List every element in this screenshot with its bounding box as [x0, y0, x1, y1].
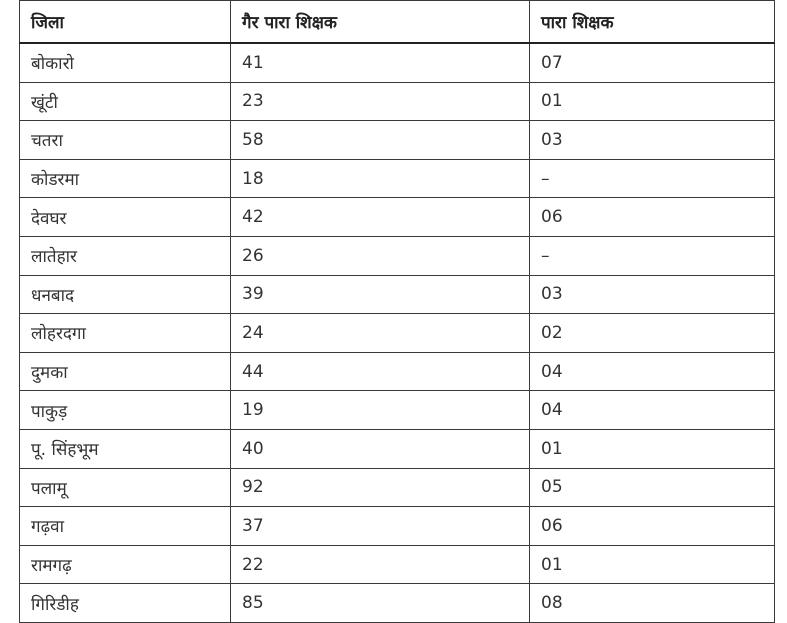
table-row: [20, 584, 775, 623]
non-para-count-cell: 19: [231, 391, 530, 430]
para-count-cell: 01: [530, 429, 775, 468]
non-para-count-cell: 92: [231, 468, 530, 507]
para-count-cell: –: [530, 236, 775, 275]
table-row: [20, 468, 775, 507]
district-cell: पलामू: [20, 468, 231, 507]
non-para-count-cell: 42: [231, 198, 530, 237]
header-district: जिला: [20, 1, 231, 44]
para-count-cell: 06: [530, 507, 775, 546]
table-row: [20, 43, 775, 82]
non-para-count-cell: 44: [231, 352, 530, 391]
para-count-cell: 02: [530, 314, 775, 353]
table-row: [20, 82, 775, 121]
table-row: [20, 545, 775, 584]
non-para-count-cell: 37: [231, 507, 530, 546]
district-cell: कोडरमा: [20, 159, 231, 198]
para-count-cell: 03: [530, 121, 775, 160]
district-cell: खूंटी: [20, 82, 231, 121]
district-cell: धनबाद: [20, 275, 231, 314]
para-count-cell: 05: [530, 468, 775, 507]
district-cell: लातेहार: [20, 236, 231, 275]
table-row: [20, 236, 775, 275]
non-para-count-cell: 41: [231, 43, 530, 82]
non-para-count-cell: 18: [231, 159, 530, 198]
non-para-count-cell: 23: [231, 82, 530, 121]
district-cell: देवघर: [20, 198, 231, 237]
non-para-count-cell: 24: [231, 314, 530, 353]
para-count-cell: 04: [530, 391, 775, 430]
table-row: [20, 121, 775, 160]
table-row: [20, 352, 775, 391]
non-para-count-cell: 58: [231, 121, 530, 160]
para-count-cell: 07: [530, 43, 775, 82]
table-row: [20, 159, 775, 198]
district-cell: लोहरदगा: [20, 314, 231, 353]
para-count-cell: 01: [530, 82, 775, 121]
header-non-para-teachers: गैर पारा शिक्षक: [231, 1, 530, 44]
table-row: [20, 198, 775, 237]
para-count-cell: 04: [530, 352, 775, 391]
district-cell: रामगढ़: [20, 545, 231, 584]
table-row: [20, 275, 775, 314]
district-cell: बोकारो: [20, 43, 231, 82]
non-para-count-cell: 85: [231, 584, 530, 623]
non-para-count-cell: 22: [231, 545, 530, 584]
district-teacher-table: [19, 0, 775, 623]
para-count-cell: 08: [530, 584, 775, 623]
table-row: [20, 391, 775, 430]
table-row: [20, 507, 775, 546]
non-para-count-cell: 39: [231, 275, 530, 314]
header-para-teachers: पारा शिक्षक: [530, 1, 775, 44]
district-cell: पू. सिंहभूम: [20, 429, 231, 468]
table-row: [20, 314, 775, 353]
table-row: [20, 429, 775, 468]
district-cell: गढ़वा: [20, 507, 231, 546]
district-cell: पाकुड़: [20, 391, 231, 430]
district-cell: दुमका: [20, 352, 231, 391]
table-header-row: [20, 1, 775, 44]
district-cell: गिरिडीह: [20, 584, 231, 623]
para-count-cell: –: [530, 159, 775, 198]
non-para-count-cell: 26: [231, 236, 530, 275]
non-para-count-cell: 40: [231, 429, 530, 468]
para-count-cell: 03: [530, 275, 775, 314]
district-teacher-table-container: [19, 0, 774, 623]
district-cell: चतरा: [20, 121, 231, 160]
para-count-cell: 01: [530, 545, 775, 584]
para-count-cell: 06: [530, 198, 775, 237]
